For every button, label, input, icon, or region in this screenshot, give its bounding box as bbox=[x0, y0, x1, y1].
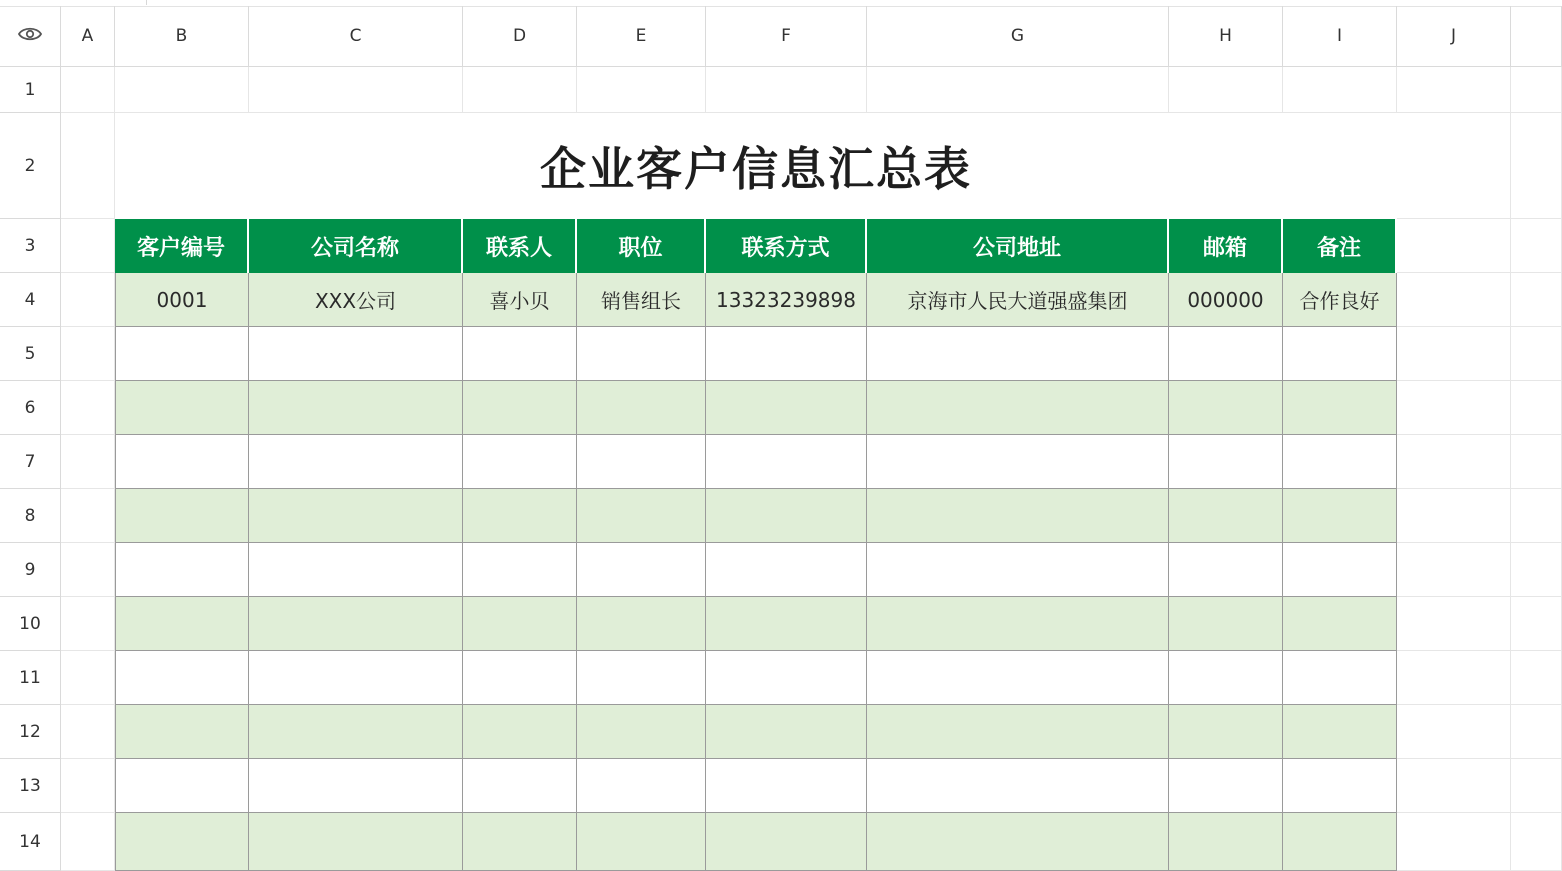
cell[interactable] bbox=[61, 435, 115, 489]
empty-data-cell[interactable] bbox=[463, 597, 577, 651]
empty-data-cell[interactable] bbox=[249, 705, 463, 759]
cell[interactable] bbox=[61, 759, 115, 813]
table-header-cell[interactable]: 职位 bbox=[577, 219, 706, 273]
row-header-9[interactable]: 9 bbox=[0, 543, 61, 597]
cell[interactable] bbox=[1397, 813, 1511, 871]
empty-data-cell[interactable] bbox=[706, 381, 867, 435]
data-cell[interactable]: 销售组长 bbox=[577, 273, 706, 327]
empty-data-cell[interactable] bbox=[1283, 651, 1397, 705]
empty-data-cell[interactable] bbox=[1169, 705, 1283, 759]
cell[interactable] bbox=[61, 543, 115, 597]
column-header-B[interactable]: B bbox=[115, 6, 249, 67]
cell[interactable] bbox=[1511, 597, 1562, 651]
row-header-7[interactable]: 7 bbox=[0, 435, 61, 489]
cell[interactable] bbox=[1511, 67, 1562, 113]
empty-data-cell[interactable] bbox=[463, 327, 577, 381]
cell[interactable] bbox=[61, 67, 115, 113]
cell[interactable] bbox=[1397, 759, 1511, 813]
cell[interactable] bbox=[1511, 327, 1562, 381]
row-header-13[interactable]: 13 bbox=[0, 759, 61, 813]
empty-data-cell[interactable] bbox=[115, 651, 249, 705]
column-header-A[interactable]: A bbox=[61, 6, 115, 67]
cell[interactable] bbox=[61, 273, 115, 327]
column-header-G[interactable]: G bbox=[867, 6, 1169, 67]
empty-data-cell[interactable] bbox=[867, 597, 1169, 651]
empty-data-cell[interactable] bbox=[1169, 597, 1283, 651]
empty-data-cell[interactable] bbox=[463, 543, 577, 597]
empty-data-cell[interactable] bbox=[577, 813, 706, 871]
empty-data-cell[interactable] bbox=[577, 489, 706, 543]
empty-data-cell[interactable] bbox=[867, 381, 1169, 435]
data-cell[interactable]: 0001 bbox=[115, 273, 249, 327]
empty-data-cell[interactable] bbox=[115, 381, 249, 435]
cell[interactable] bbox=[463, 67, 577, 113]
cell[interactable] bbox=[1511, 113, 1562, 219]
table-header-cell[interactable]: 联系人 bbox=[463, 219, 577, 273]
empty-data-cell[interactable] bbox=[1283, 759, 1397, 813]
data-cell[interactable]: XXX公司 bbox=[249, 273, 463, 327]
empty-data-cell[interactable] bbox=[706, 435, 867, 489]
empty-data-cell[interactable] bbox=[706, 489, 867, 543]
top-strip-segment bbox=[0, 0, 147, 5]
empty-data-cell[interactable] bbox=[706, 813, 867, 871]
cell[interactable] bbox=[1511, 543, 1562, 597]
cell[interactable] bbox=[706, 67, 867, 113]
eye-icon[interactable] bbox=[18, 26, 42, 46]
empty-data-cell[interactable] bbox=[1169, 327, 1283, 381]
empty-data-cell[interactable] bbox=[115, 705, 249, 759]
column-header-E[interactable]: E bbox=[577, 6, 706, 67]
column-header-H[interactable]: H bbox=[1169, 6, 1283, 67]
empty-data-cell[interactable] bbox=[463, 435, 577, 489]
cell[interactable] bbox=[249, 67, 463, 113]
empty-data-cell[interactable] bbox=[463, 705, 577, 759]
cell[interactable] bbox=[1397, 113, 1511, 219]
data-cell[interactable]: 000000 bbox=[1169, 273, 1283, 327]
column-header-D[interactable]: D bbox=[463, 6, 577, 67]
cell[interactable] bbox=[1397, 489, 1511, 543]
cell[interactable] bbox=[1397, 543, 1511, 597]
empty-data-cell[interactable] bbox=[249, 597, 463, 651]
cell[interactable] bbox=[577, 67, 706, 113]
empty-data-cell[interactable] bbox=[1283, 705, 1397, 759]
empty-data-cell[interactable] bbox=[1169, 435, 1283, 489]
empty-data-cell[interactable] bbox=[249, 813, 463, 871]
empty-data-cell[interactable] bbox=[706, 543, 867, 597]
empty-data-cell[interactable] bbox=[1283, 381, 1397, 435]
cell[interactable] bbox=[1397, 381, 1511, 435]
cell[interactable] bbox=[1511, 489, 1562, 543]
empty-data-cell[interactable] bbox=[249, 651, 463, 705]
empty-data-cell[interactable] bbox=[577, 597, 706, 651]
empty-data-cell[interactable] bbox=[706, 327, 867, 381]
empty-data-cell[interactable] bbox=[1283, 489, 1397, 543]
cell[interactable] bbox=[1511, 651, 1562, 705]
row-header-1[interactable]: 1 bbox=[0, 67, 61, 113]
row-header-3[interactable]: 3 bbox=[0, 219, 61, 273]
column-header-extra[interactable] bbox=[1511, 6, 1562, 67]
column-header-F[interactable]: F bbox=[706, 6, 867, 67]
cell[interactable] bbox=[61, 651, 115, 705]
empty-data-cell[interactable] bbox=[249, 435, 463, 489]
cell[interactable] bbox=[1397, 219, 1511, 273]
empty-data-cell[interactable] bbox=[115, 759, 249, 813]
empty-data-cell[interactable] bbox=[1283, 327, 1397, 381]
empty-data-cell[interactable] bbox=[249, 381, 463, 435]
cell[interactable] bbox=[115, 67, 249, 113]
row-header-5[interactable]: 5 bbox=[0, 327, 61, 381]
data-cell[interactable]: 13323239898 bbox=[706, 273, 867, 327]
empty-data-cell[interactable] bbox=[249, 759, 463, 813]
empty-data-cell[interactable] bbox=[1283, 435, 1397, 489]
row-header-14[interactable]: 14 bbox=[0, 813, 61, 871]
cell[interactable] bbox=[61, 381, 115, 435]
empty-data-cell[interactable] bbox=[867, 759, 1169, 813]
column-header-C[interactable]: C bbox=[249, 6, 463, 67]
cell[interactable] bbox=[1397, 327, 1511, 381]
row-header-12[interactable]: 12 bbox=[0, 705, 61, 759]
empty-data-cell[interactable] bbox=[867, 705, 1169, 759]
empty-data-cell[interactable] bbox=[1169, 543, 1283, 597]
row-header-8[interactable]: 8 bbox=[0, 489, 61, 543]
cell[interactable] bbox=[1511, 813, 1562, 871]
empty-data-cell[interactable] bbox=[463, 651, 577, 705]
cell[interactable] bbox=[1511, 705, 1562, 759]
empty-data-cell[interactable] bbox=[867, 489, 1169, 543]
empty-data-cell[interactable] bbox=[1169, 813, 1283, 871]
cell[interactable] bbox=[61, 219, 115, 273]
empty-data-cell[interactable] bbox=[1169, 651, 1283, 705]
cell[interactable] bbox=[1511, 435, 1562, 489]
row-header-6[interactable]: 6 bbox=[0, 381, 61, 435]
empty-data-cell[interactable] bbox=[1169, 759, 1283, 813]
empty-data-cell[interactable] bbox=[867, 435, 1169, 489]
cell[interactable] bbox=[1397, 597, 1511, 651]
empty-data-cell[interactable] bbox=[463, 813, 577, 871]
empty-data-cell[interactable] bbox=[115, 327, 249, 381]
empty-data-cell[interactable] bbox=[1283, 813, 1397, 871]
sheet-title[interactable]: 企业客户信息汇总表 bbox=[115, 113, 1397, 219]
empty-data-cell[interactable] bbox=[249, 327, 463, 381]
column-header-I[interactable]: I bbox=[1283, 6, 1397, 67]
empty-data-cell[interactable] bbox=[115, 543, 249, 597]
cell[interactable] bbox=[61, 813, 115, 871]
empty-data-cell[interactable] bbox=[706, 759, 867, 813]
select-all-corner[interactable] bbox=[0, 6, 61, 67]
empty-data-cell[interactable] bbox=[577, 381, 706, 435]
row-header-10[interactable]: 10 bbox=[0, 597, 61, 651]
table-header-cell[interactable]: 联系方式 bbox=[706, 219, 867, 273]
cell[interactable] bbox=[61, 489, 115, 543]
empty-data-cell[interactable] bbox=[867, 327, 1169, 381]
empty-data-cell[interactable] bbox=[249, 543, 463, 597]
cell[interactable] bbox=[61, 705, 115, 759]
empty-data-cell[interactable] bbox=[867, 813, 1169, 871]
cell[interactable] bbox=[1511, 219, 1562, 273]
empty-data-cell[interactable] bbox=[577, 705, 706, 759]
cell[interactable] bbox=[1283, 67, 1397, 113]
data-cell[interactable]: 合作良好 bbox=[1283, 273, 1397, 327]
empty-data-cell[interactable] bbox=[1169, 489, 1283, 543]
cell[interactable] bbox=[1397, 435, 1511, 489]
empty-data-cell[interactable] bbox=[1283, 543, 1397, 597]
row-header-4[interactable]: 4 bbox=[0, 273, 61, 327]
table-header-cell[interactable]: 公司名称 bbox=[249, 219, 463, 273]
table-header-cell[interactable]: 公司地址 bbox=[867, 219, 1169, 273]
empty-data-cell[interactable] bbox=[463, 381, 577, 435]
table-header-cell[interactable]: 客户编号 bbox=[115, 219, 249, 273]
data-cell[interactable]: 喜小贝 bbox=[463, 273, 577, 327]
cell[interactable] bbox=[1397, 67, 1511, 113]
cell[interactable] bbox=[61, 597, 115, 651]
empty-data-cell[interactable] bbox=[577, 435, 706, 489]
row-header-2[interactable]: 2 bbox=[0, 113, 61, 219]
cell[interactable] bbox=[61, 113, 115, 219]
empty-data-cell[interactable] bbox=[867, 651, 1169, 705]
empty-data-cell[interactable] bbox=[115, 435, 249, 489]
empty-data-cell[interactable] bbox=[115, 597, 249, 651]
empty-data-cell[interactable] bbox=[867, 543, 1169, 597]
cell[interactable] bbox=[867, 67, 1169, 113]
cell[interactable] bbox=[1397, 651, 1511, 705]
empty-data-cell[interactable] bbox=[1169, 381, 1283, 435]
empty-data-cell[interactable] bbox=[577, 543, 706, 597]
empty-data-cell[interactable] bbox=[706, 597, 867, 651]
column-header-J[interactable]: J bbox=[1397, 6, 1511, 67]
empty-data-cell[interactable] bbox=[577, 759, 706, 813]
row-header-11[interactable]: 11 bbox=[0, 651, 61, 705]
empty-data-cell[interactable] bbox=[463, 759, 577, 813]
empty-data-cell[interactable] bbox=[249, 489, 463, 543]
cell[interactable] bbox=[1397, 705, 1511, 759]
empty-data-cell[interactable] bbox=[463, 489, 577, 543]
empty-data-cell[interactable] bbox=[577, 327, 706, 381]
cell[interactable] bbox=[1511, 759, 1562, 813]
empty-data-cell[interactable] bbox=[115, 489, 249, 543]
empty-data-cell[interactable] bbox=[577, 651, 706, 705]
data-cell[interactable]: 京海市人民大道强盛集团 bbox=[867, 273, 1169, 327]
empty-data-cell[interactable] bbox=[706, 705, 867, 759]
empty-data-cell[interactable] bbox=[115, 813, 249, 871]
cell[interactable] bbox=[1397, 273, 1511, 327]
empty-data-cell[interactable] bbox=[1283, 597, 1397, 651]
cell[interactable] bbox=[1169, 67, 1283, 113]
cell[interactable] bbox=[61, 327, 115, 381]
cell[interactable] bbox=[1511, 381, 1562, 435]
empty-data-cell[interactable] bbox=[706, 651, 867, 705]
cell[interactable] bbox=[1511, 273, 1562, 327]
table-header-cell[interactable]: 邮箱 bbox=[1169, 219, 1283, 273]
table-header-cell[interactable]: 备注 bbox=[1283, 219, 1397, 273]
